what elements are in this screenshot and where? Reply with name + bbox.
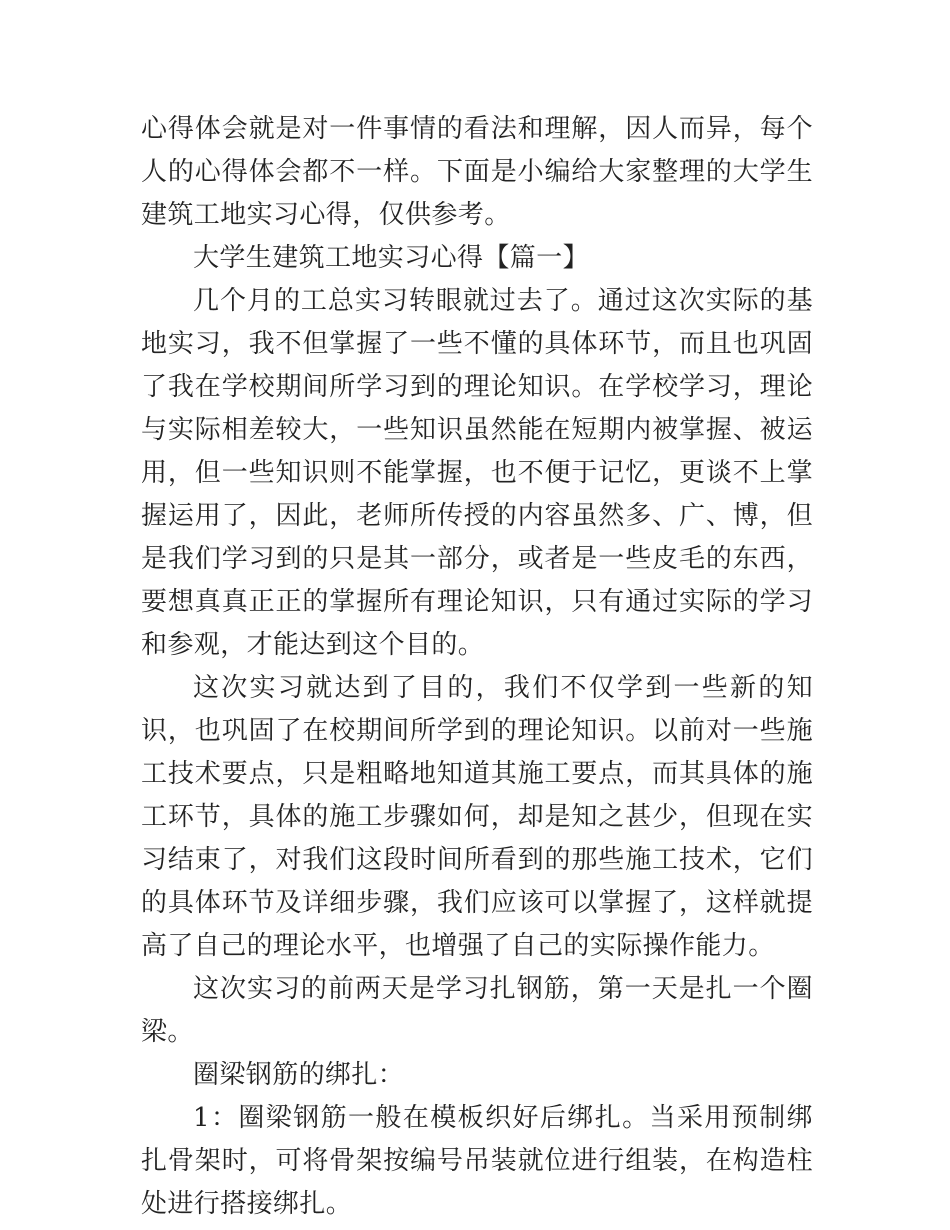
body-paragraph-4: 1：圈梁钢筋一般在模板织好后绑扎。当采用预制绑扎骨架时，可将骨架按编号吊装就位进行组装，在构造柱处进行搭接绑扎。	[141, 1103, 813, 1219]
intro-paragraph: 心得体会就是对一件事情的看法和理解，因人而异，每个人的心得体会都不一样。下面是小编给大家整理的大学生建筑工地实习心得，仅供参考。	[141, 114, 813, 230]
body-paragraph-1: 几个月的工总实习转眼就过去了。通过这次实际的基地实习，我不但掌握了一些不懂的具体环节，而且也巩固了我在学校期间所学习到的理论知识。在学校学习，理论与实际相差较大，一些知识虽然能在短期内被掌握、被运用，但一些知识则不能掌握，也不便于记忆，更谈不上掌握运用了，因此，老师所传授的内容虽然多、广、博，但是我们学习到的只是其一部分，或者是一些皮毛的东西，要想真真正正的掌握所有理论知识，只有通过实际的学习和参观，才能达到这个目的。	[141, 286, 813, 660]
body-paragraph-2: 这次实习就达到了目的，我们不仅学到一些新的知识，也巩固了在校期间所学到的理论知识。以前对一些施工技术要点，只是粗略地知道其施工要点，而其具体的施工环节，具体的施工步骤如何，却是知之甚少，但现在实习结束了，对我们这段时间所看到的那些施工技术，它们的具体环节及详细步骤，我们应该可以掌握了，这样就提高了自己的理论水平，也增强了自己的实际操作能力。	[141, 673, 813, 961]
body-paragraph-3: 这次实习的前两天是学习扎钢筋，第一天是扎一个圈梁。	[141, 974, 813, 1047]
section-title: 大学生建筑工地实习心得【篇一】	[193, 243, 590, 273]
subheading-ring-beam: 圈梁钢筋的绑扎：	[193, 1060, 405, 1090]
document-page	[141, 108, 813, 1226]
